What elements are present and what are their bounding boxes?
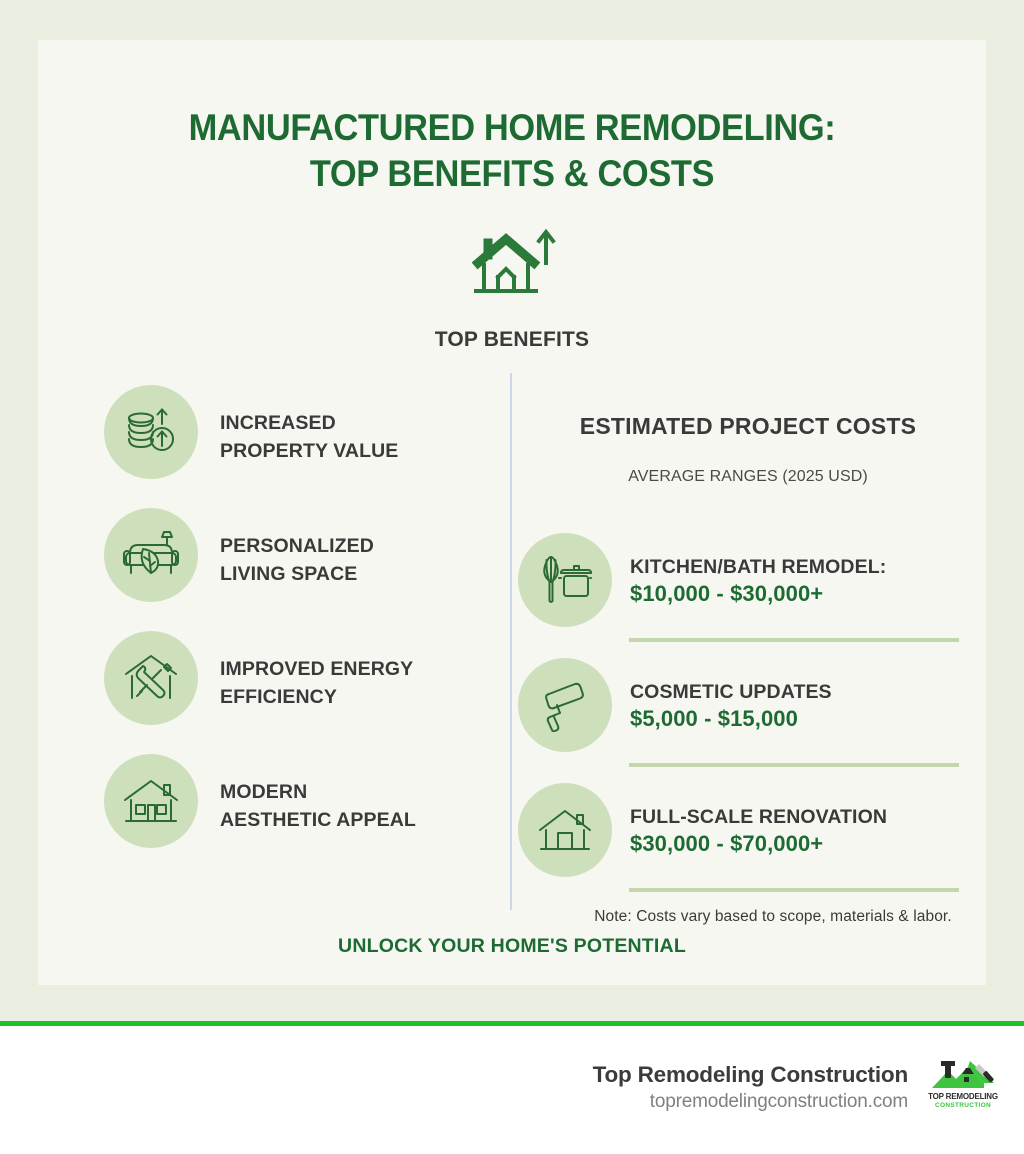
call-to-action: UNLOCK YOUR HOME'S POTENTIAL (338, 935, 686, 957)
benefit-item (104, 754, 504, 877)
cost-item (510, 533, 986, 658)
benefit-label-line-2: AESTHETIC APPEAL (220, 809, 416, 831)
cost-icon-circle (518, 783, 612, 877)
cost-divider (629, 638, 959, 642)
costs-heading: ESTIMATED PROJECT COSTS (579, 413, 917, 439)
brand-name: Top Remodeling Construction (592, 1062, 908, 1087)
page-title (71, 105, 953, 197)
whisk-pot-icon (538, 554, 592, 606)
benefit-label-line-1: IMPROVED ENERGY (220, 658, 414, 680)
house-tools-icon (123, 652, 179, 704)
title-line-2: TOP BENEFITS & COSTS (309, 153, 715, 194)
title-line-1: MANUFACTURED HOME REMODELING: (188, 107, 836, 148)
footer-text (593, 1061, 908, 1115)
benefit-item (104, 385, 504, 508)
coins-up-arrow-icon (123, 404, 179, 460)
benefit-label (220, 409, 500, 465)
cost-value: $5,000 - $15,000 (630, 706, 798, 731)
cost-name: COSMETIC UPDATES (630, 681, 832, 703)
infographic-card (38, 40, 986, 985)
cost-name: FULL-SCALE RENOVATION (630, 806, 888, 828)
cost-divider (629, 888, 959, 892)
logo-roof-tools-icon (926, 1058, 1000, 1092)
hero-icon-wrap (38, 225, 986, 306)
logo-line-1: TOP REMODELING (928, 1092, 998, 1101)
benefit-label-line-1: PERSONALIZED (220, 535, 374, 557)
benefit-label (220, 532, 500, 588)
benefit-icon-circle (104, 754, 198, 848)
footer (0, 1026, 1024, 1154)
cost-divider (629, 763, 959, 767)
cost-value: $30,000 - $70,000+ (630, 831, 824, 856)
brand-url[interactable]: topremodelingconstruction.com (649, 1091, 908, 1112)
benefit-icon-circle (104, 508, 198, 602)
cost-icon-circle (518, 658, 612, 752)
benefit-label-line-2: PROPERTY VALUE (220, 440, 399, 462)
benefit-icon-circle (104, 385, 198, 479)
cost-icon-circle (518, 533, 612, 627)
cost-text (630, 805, 980, 858)
benefit-label-line-1: MODERN (220, 781, 308, 803)
logo-wordmark (926, 1092, 1000, 1110)
cost-name: KITCHEN/BATH REMODEL: (630, 556, 887, 578)
benefit-item (104, 508, 504, 631)
costs-subheading: AVERAGE RANGES (2025 USD) (628, 468, 868, 485)
company-logo (926, 1058, 1000, 1118)
paint-roller-icon (539, 678, 591, 732)
cost-item (510, 783, 986, 908)
cost-text (630, 680, 980, 733)
benefit-label (220, 778, 500, 834)
house-up-arrow-icon (468, 225, 556, 301)
logo-line-2: CONSTRUCTION (935, 1102, 991, 1109)
cost-item (510, 658, 986, 783)
benefits-list (104, 385, 504, 877)
cost-note: Note: Costs vary based to scope, materials & labor. (594, 908, 952, 925)
cost-list (510, 533, 986, 908)
house-windows-icon (122, 776, 180, 826)
footer-branding (593, 1058, 1000, 1118)
benefit-label-line-2: LIVING SPACE (220, 563, 358, 585)
cost-text (630, 555, 980, 608)
benefits-heading: TOP BENEFITS (434, 328, 590, 351)
house-icon (537, 806, 593, 854)
benefit-label-line-2: EFFICIENCY (220, 686, 337, 708)
cost-value: $10,000 - $30,000+ (630, 581, 824, 606)
benefit-label-line-1: INCREASED (220, 412, 336, 434)
sofa-leaf-lamp-icon (122, 529, 180, 581)
benefit-item (104, 631, 504, 754)
benefit-icon-circle (104, 631, 198, 725)
benefit-label (220, 655, 500, 711)
